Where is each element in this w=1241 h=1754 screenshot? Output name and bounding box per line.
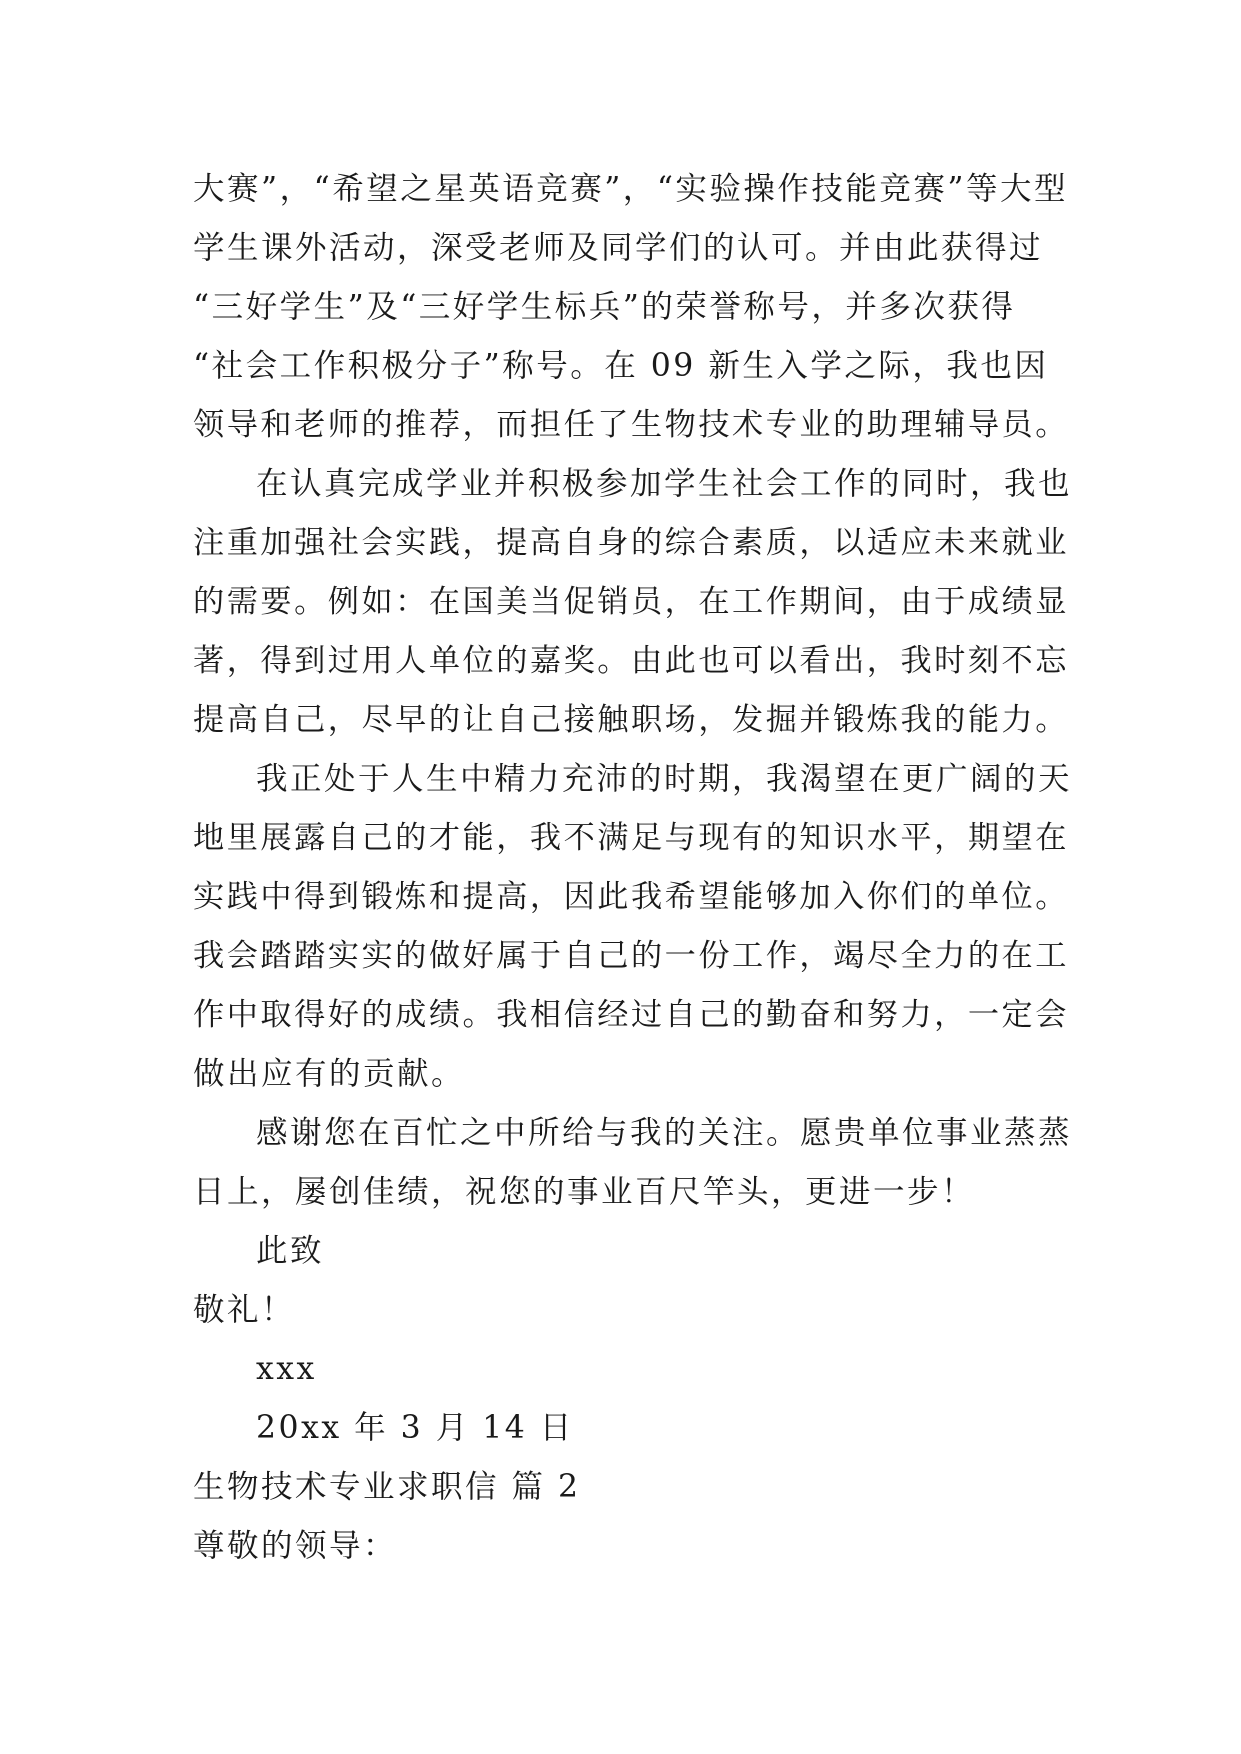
letter-body bbox=[193, 160, 1073, 1576]
body-line: 的需要。例如：在国美当促销员，在工作期间，由于成绩显 bbox=[193, 584, 1069, 620]
body-line: “社会工作积极分子”称号。在 09 新生入学之际，我也因 bbox=[193, 348, 1049, 384]
signature-name: xxx bbox=[256, 1351, 317, 1387]
signature-date: 20xx 年 3 月 14 日 bbox=[256, 1410, 574, 1446]
closing-regards: 敬礼！ bbox=[193, 1292, 296, 1328]
body-line: 提高自己，尽早的让自己接触职场，发掘并锻炼我的能力。 bbox=[193, 702, 1069, 738]
body-line: 大赛”，“希望之星英语竞赛”，“实验操作技能竞赛”等大型 bbox=[193, 171, 1069, 207]
body-line: “三好学生”及“三好学生标兵”的荣誉称号，并多次获得 bbox=[193, 289, 1016, 325]
body-line: 日上，屡创佳绩，祝您的事业百尺竿头，更进一步！ bbox=[193, 1174, 976, 1210]
body-line: 感谢您在百忙之中所给与我的关注。愿贵单位事业蒸蒸 bbox=[256, 1115, 1073, 1151]
body-line: 注重加强社会实践，提高自身的综合素质，以适应未来就业 bbox=[193, 525, 1069, 561]
body-line: 我正处于人生中精力充沛的时期，我渴望在更广阔的天 bbox=[256, 761, 1073, 797]
body-line: 著，得到过用人单位的嘉奖。由此也可以看出，我时刻不忘 bbox=[193, 643, 1069, 679]
body-line: 作中取得好的成绩。我相信经过自己的勤奋和努力，一定会 bbox=[193, 997, 1069, 1033]
section-heading: 生物技术专业求职信 篇 2 bbox=[193, 1469, 581, 1505]
body-line: 学生课外活动，深受老师及同学们的认可。并由此获得过 bbox=[193, 230, 1044, 266]
body-line: 我会踏踏实实的做好属于自己的一份工作，竭尽全力的在工 bbox=[193, 938, 1069, 974]
body-line: 地里展露自己的才能，我不满足与现有的知识水平，期望在 bbox=[193, 820, 1069, 856]
greeting: 尊敬的领导： bbox=[193, 1528, 398, 1564]
body-line: 领导和老师的推荐，而担任了生物技术专业的助理辅导员。 bbox=[193, 407, 1069, 443]
closing-salutation: 此致 bbox=[256, 1233, 325, 1269]
body-line: 在认真完成学业并积极参加学生社会工作的同时，我也 bbox=[256, 466, 1073, 502]
body-line: 做出应有的贡献。 bbox=[193, 1056, 466, 1092]
body-line: 实践中得到锻炼和提高，因此我希望能够加入你们的单位。 bbox=[193, 879, 1069, 915]
